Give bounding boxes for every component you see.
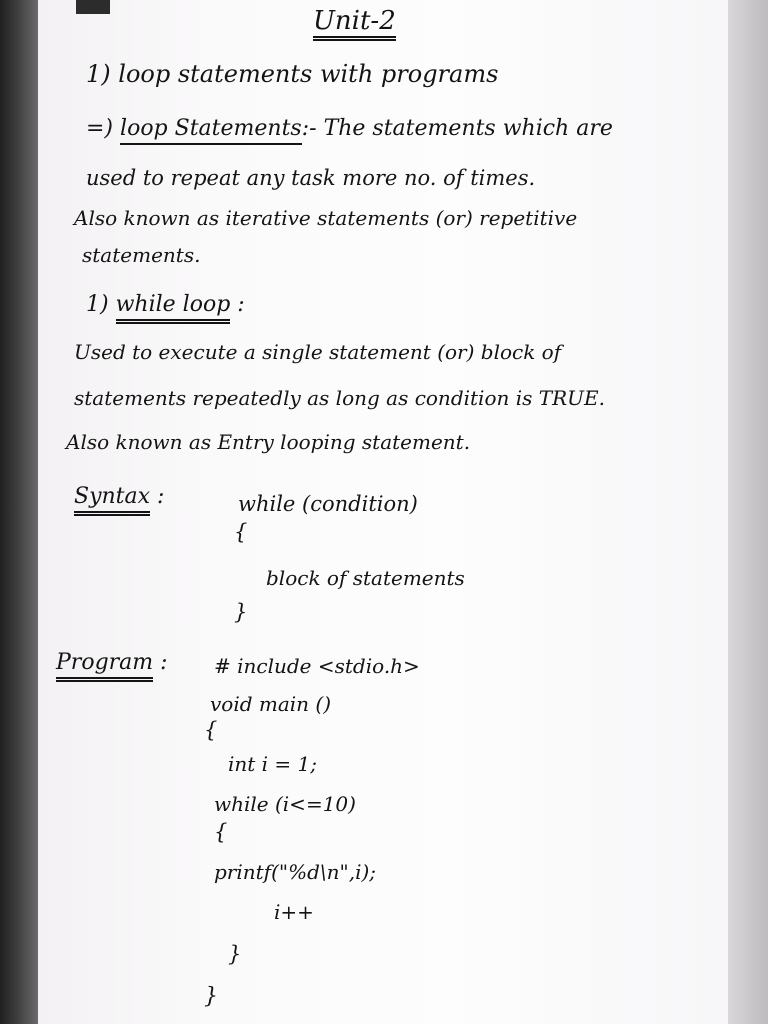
code-main: void main (): [210, 692, 332, 716]
while-colon: :: [237, 292, 245, 317]
code-open-brace-main: {: [204, 718, 218, 742]
loop-statements-term: loop Statements: [120, 116, 302, 145]
code-int-declaration: int i = 1;: [228, 752, 318, 776]
syntax-while-line: while (condition): [238, 492, 418, 516]
code-while-condition: while (i<=10): [214, 792, 356, 816]
arrow-marker: =): [86, 116, 114, 141]
program-label: Program: [56, 650, 153, 682]
syntax-label: Syntax: [74, 484, 150, 516]
while-line-2: statements repeatedly as long as condition is TRUE.: [74, 386, 605, 410]
syntax-colon: :: [157, 484, 165, 509]
definition-text-1: The statements which are: [323, 116, 613, 141]
while-line-3: Also known as Entry looping statement.: [66, 430, 471, 454]
while-number: 1): [86, 292, 109, 317]
syntax-block: block of statements: [266, 566, 465, 590]
syntax-label-row: [74, 486, 164, 508]
page-edge: [728, 0, 768, 1024]
while-loop-heading: [86, 294, 245, 316]
syntax-close-brace: }: [234, 600, 248, 624]
program-colon: :: [160, 650, 168, 675]
code-printf: printf("%d\n",i);: [214, 860, 377, 884]
definition-line-3: Also known as iterative statements (or) repetitive: [74, 206, 578, 230]
definition-line-4: statements.: [82, 243, 201, 267]
definition-line-2: used to repeat any task more no. of times.: [86, 166, 536, 190]
code-increment: i++: [274, 900, 314, 924]
definition-separator: :-: [301, 116, 317, 141]
page-title: Unit-2: [313, 8, 396, 41]
program-label-row: [56, 652, 168, 674]
section-heading: 1) loop statements with programs: [86, 60, 499, 88]
while-line-1: Used to execute a single statement (or) block of: [74, 340, 562, 364]
while-loop-title: while loop: [116, 292, 231, 324]
code-close-brace-main: }: [204, 984, 218, 1009]
code-close-brace-while: }: [228, 942, 242, 966]
page-corner: [76, 0, 110, 14]
syntax-open-brace: {: [234, 520, 248, 544]
definition-line-1: [86, 118, 613, 140]
notebook-page: [38, 0, 728, 1024]
book-spine-shadow: [0, 0, 38, 1024]
code-include: # include <stdio.h>: [214, 654, 420, 678]
code-open-brace-while: {: [214, 820, 228, 844]
